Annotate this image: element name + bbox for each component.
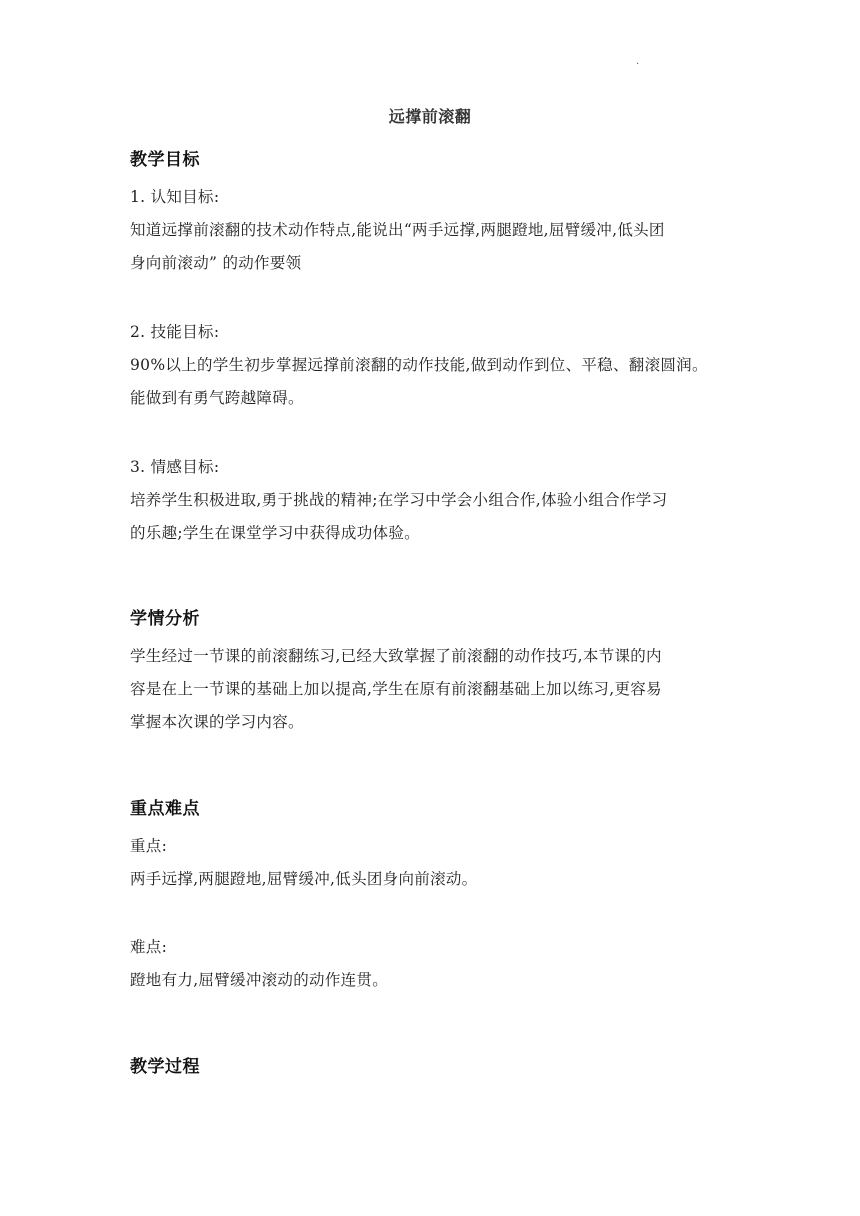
key-point-text: 两手远撑,两腿蹬地,屈臂缓冲,低头团身向前滚动。 — [130, 870, 478, 888]
affective-objective-label: 3. 情感目标: — [130, 458, 220, 476]
cognitive-objective-line: 身向前滚动” 的动作要领 — [130, 254, 302, 272]
key-point-label: 重点: — [130, 837, 168, 855]
section-heading-process: 教学过程 — [130, 1057, 200, 1077]
skill-objective-line: 能做到有勇气跨越障碍。 — [130, 389, 304, 407]
affective-objective-line: 培养学生积极进取,勇于挑战的精神;在学习中学会小组合作,体验小组合作学习 — [130, 491, 668, 509]
analysis-line: 学生经过一节课的前滚翻练习,已经大致掌握了前滚翻的动作技巧,本节课的内 — [130, 647, 662, 665]
difficult-point-label: 难点: — [130, 938, 168, 956]
affective-objective-line: 的乐趣;学生在课堂学习中获得成功体验。 — [130, 524, 420, 542]
skill-objective-line: 90%以上的学生初步掌握远撑前滚翻的动作技能,做到动作到位、平稳、翻滚圆润。 — [130, 356, 708, 374]
section-heading-key-points: 重点难点 — [130, 799, 200, 819]
cognitive-objective-label: 1. 认知目标: — [130, 188, 220, 206]
section-heading-objectives: 教学目标 — [130, 150, 200, 170]
skill-objective-label: 2. 技能目标: — [130, 323, 220, 341]
document-title: 远撑前滚翻 — [388, 107, 472, 126]
analysis-line: 容是在上一节课的基础上加以提高,学生在原有前滚翻基础上加以练习,更容易 — [130, 680, 662, 698]
difficult-point-text: 蹬地有力,屈臂缓冲滚动的动作连贯。 — [130, 971, 389, 989]
page-mark: . — [636, 56, 640, 67]
section-heading-analysis: 学情分析 — [130, 609, 200, 629]
cognitive-objective-line: 知道远撑前滚翻的技术动作特点,能说出“两手远撑,两腿蹬地,屈臂缓冲,低头团 — [130, 221, 665, 239]
analysis-line: 掌握本次课的学习内容。 — [130, 713, 304, 731]
